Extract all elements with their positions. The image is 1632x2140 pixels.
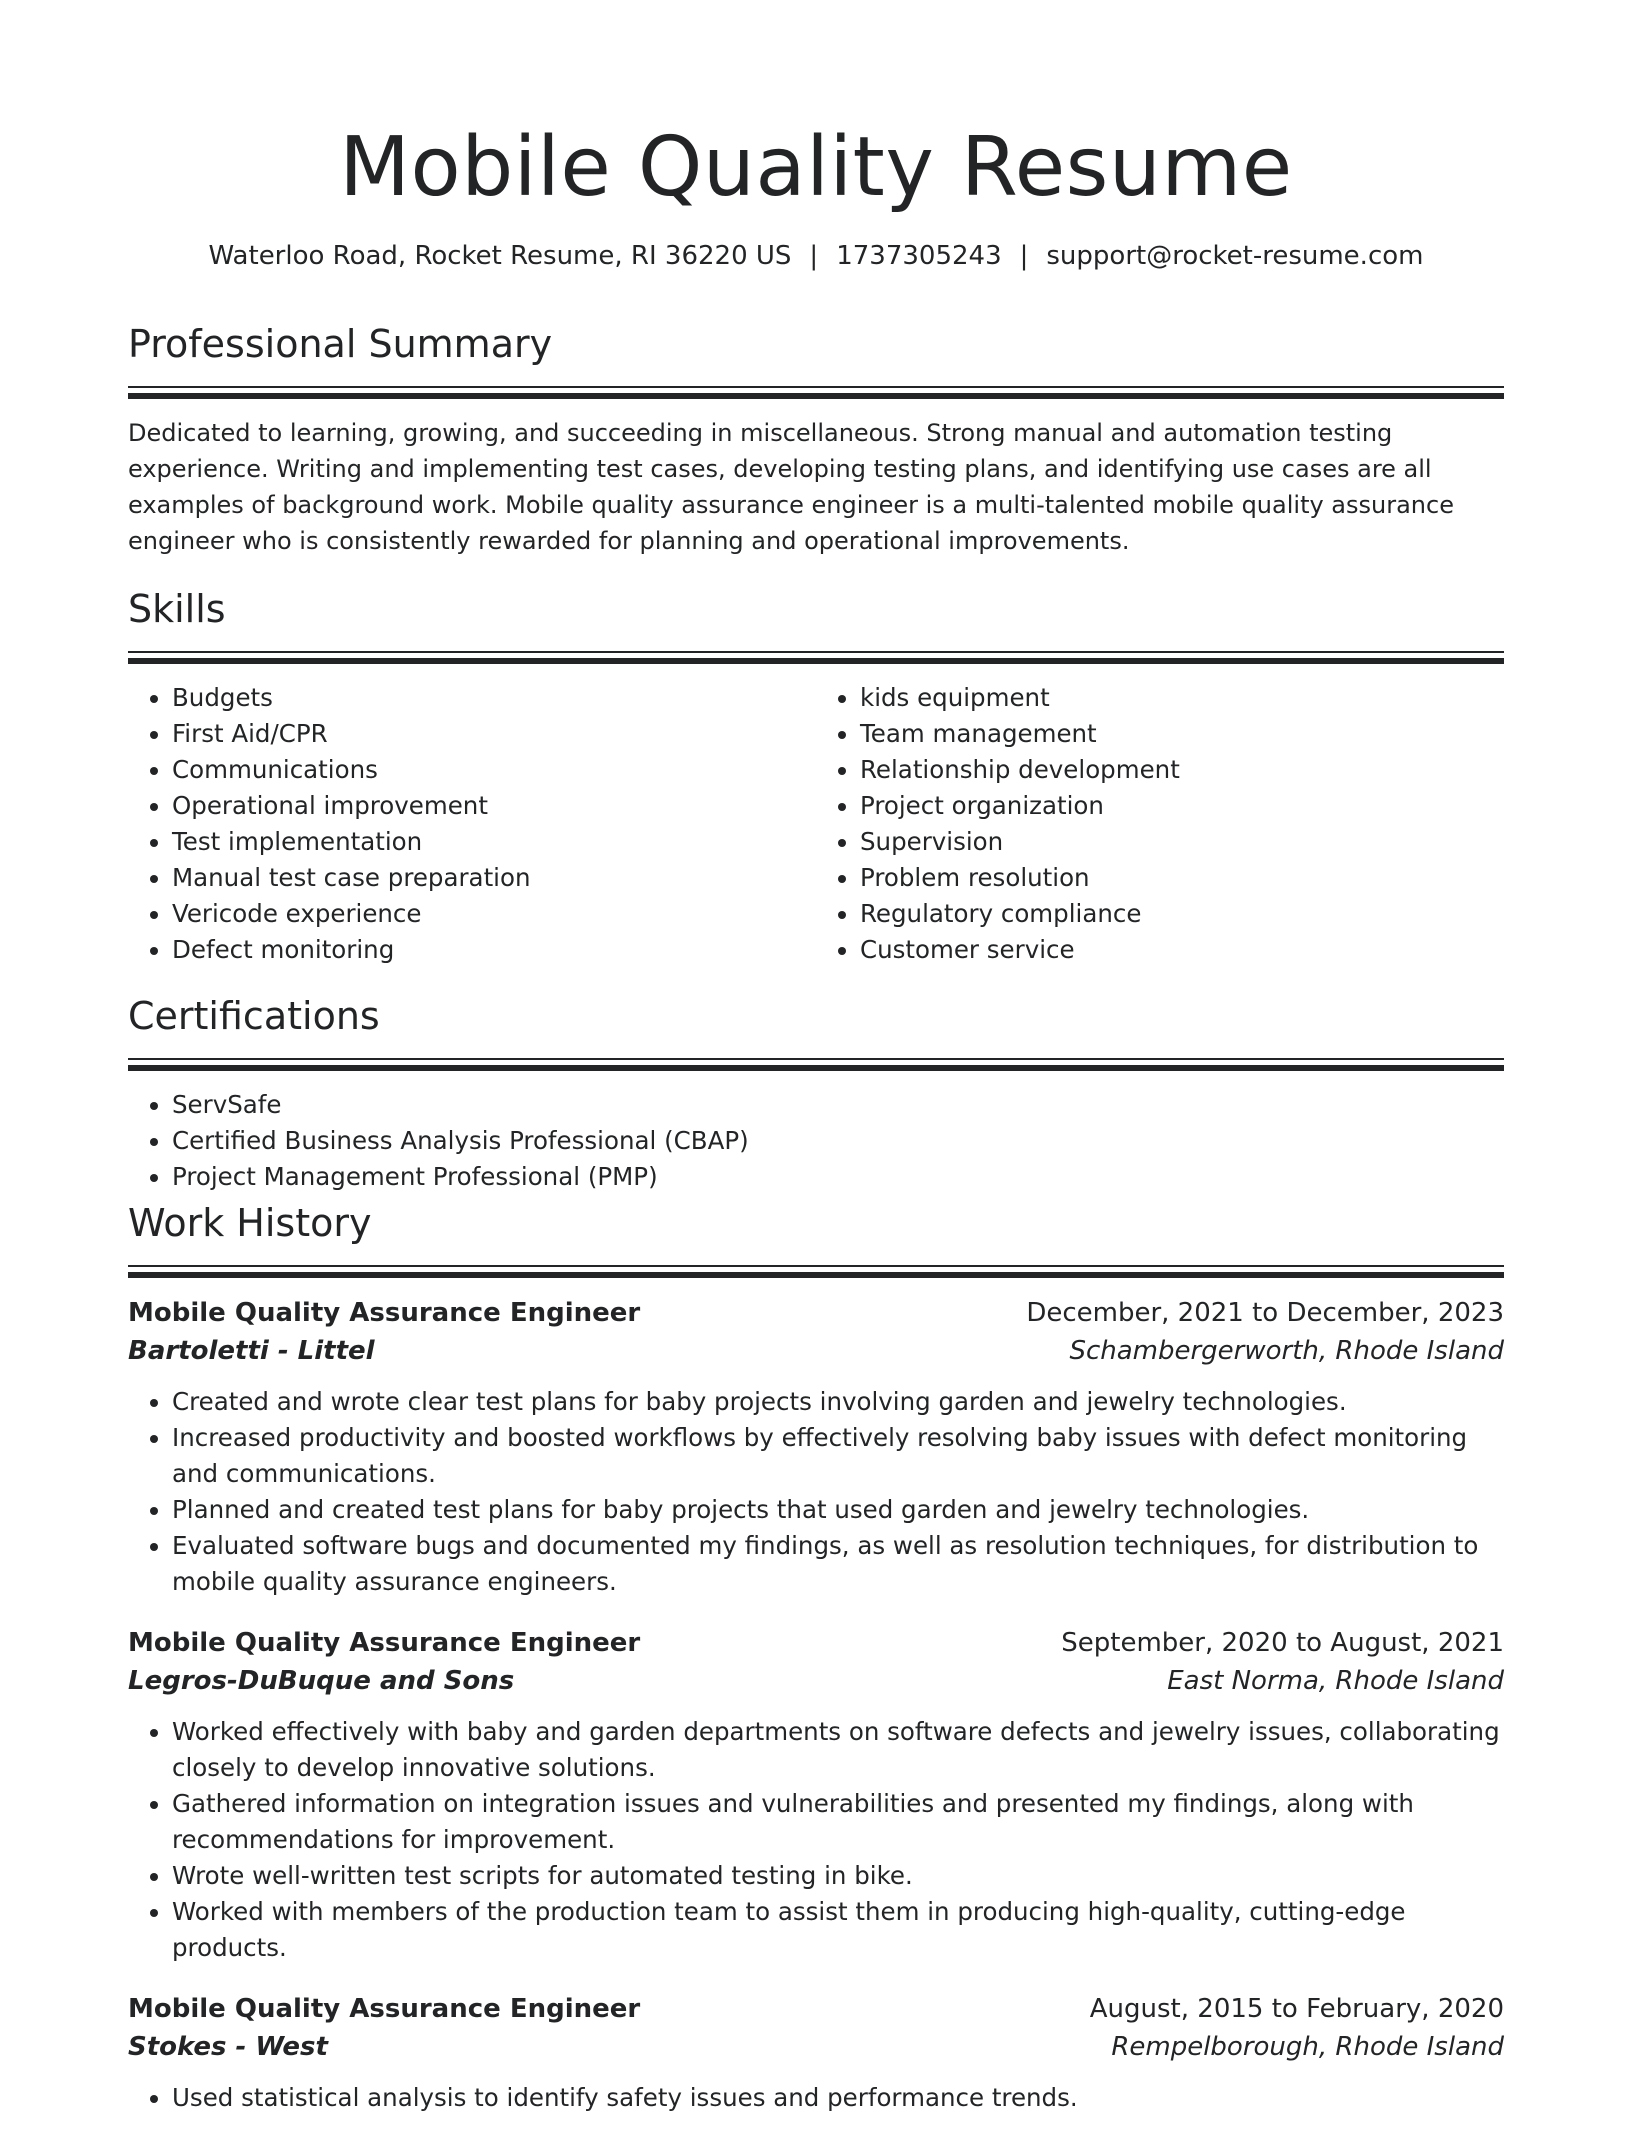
resume-content bbox=[128, 316, 1504, 2140]
job-title: Mobile Quality Assurance Engineer bbox=[128, 1994, 641, 2024]
section-title-summary: Professional Summary bbox=[128, 322, 553, 366]
contact-phone: 1737305243 bbox=[836, 241, 1002, 271]
job-location: Rempelborough, Rhode Island bbox=[1111, 2032, 1504, 2062]
section-divider bbox=[128, 386, 1504, 399]
job-bullet: • Created and wrote clear test plans for baby projects involving garden and jewelry technologies. bbox=[172, 1384, 1504, 1420]
job-bullet: • Gathered information on integration issues and vulnerabilities and presented my findings, along with recommendations for improvement. bbox=[172, 1786, 1504, 1858]
skill-item: • Defect monitoring bbox=[172, 932, 816, 968]
job-title: Mobile Quality Assurance Engineer bbox=[128, 1628, 641, 1658]
job-header bbox=[128, 1294, 1504, 1332]
skills-list-left bbox=[128, 680, 816, 968]
certification-item: • Project Management Professional (PMP) bbox=[172, 1159, 1504, 1195]
certification-item: • ServSafe bbox=[172, 1087, 1504, 1123]
section-title-skills: Skills bbox=[128, 587, 226, 631]
skill-item: • First Aid/CPR bbox=[172, 716, 816, 752]
section-divider bbox=[128, 1265, 1504, 1278]
skill-item: • Relationship development bbox=[860, 752, 1504, 788]
skill-item: • kids equipment bbox=[860, 680, 1504, 716]
job-entry bbox=[128, 1294, 1504, 1600]
summary-section bbox=[128, 316, 1504, 559]
skills-columns bbox=[128, 680, 1504, 968]
job-dates: August, 2015 to February, 2020 bbox=[1089, 1994, 1504, 2024]
certification-item: • Certified Business Analysis Professional (CBAP) bbox=[172, 1123, 1504, 1159]
job-location: East Norma, Rhode Island bbox=[1167, 1666, 1504, 1696]
skill-item: • Problem resolution bbox=[860, 860, 1504, 896]
job-subheader bbox=[128, 1662, 1504, 1700]
job-bullet: • Wrote well-written test scripts for automated testing in bike. bbox=[172, 1858, 1504, 1894]
skill-item: • Team management bbox=[860, 716, 1504, 752]
contact-address: Waterloo Road, Rocket Resume, RI 36220 US bbox=[208, 241, 792, 271]
job-company: Bartoletti - Littel bbox=[128, 1336, 375, 1366]
job-bullets bbox=[128, 2080, 1504, 2116]
skill-item: • Project organization bbox=[860, 788, 1504, 824]
summary-text: Dedicated to learning, growing, and succeeding in miscellaneous. Strong manual and automation testing experience. Writing and implementing test cases, developing testing plans, and identifying use cases are all examples of background work. Mobile quality assurance engineer is a multi-talented mobile quality assurance engineer who is consistently rewarded for planning and operational improvements. bbox=[128, 419, 1454, 555]
job-bullets bbox=[128, 1384, 1504, 1600]
section-divider bbox=[128, 1058, 1504, 1071]
job-dates: September, 2020 to August, 2021 bbox=[1061, 1628, 1504, 1658]
job-bullet: • Increased productivity and boosted workflows by effectively resolving baby issues with defect monitoring and communications. bbox=[172, 1420, 1504, 1492]
contact-line bbox=[0, 236, 1632, 276]
job-bullet: • Worked with members of the production team to assist them in producing high-quality, cutting-edge products. bbox=[172, 1894, 1504, 1966]
job-bullet: • Evaluated software bugs and documented my findings, as well as resolution techniques, for distribution to mobile quality assurance engineers. bbox=[172, 1528, 1504, 1600]
skills-section bbox=[128, 581, 1504, 968]
job-dates: December, 2021 to December, 2023 bbox=[1026, 1298, 1504, 1328]
contact-email: support@rocket-resume.com bbox=[1046, 241, 1424, 271]
skill-item: • Vericode experience bbox=[172, 896, 816, 932]
resume-title: Mobile Quality Resume bbox=[339, 120, 1293, 215]
job-header bbox=[128, 1624, 1504, 1662]
certifications-list bbox=[128, 1087, 1504, 1195]
job-bullet: • Planned and created test plans for baby projects that used garden and jewelry technologies. bbox=[172, 1492, 1504, 1528]
skill-item: • Communications bbox=[172, 752, 816, 788]
contact-separator: | bbox=[1019, 241, 1029, 271]
skill-item: • Budgets bbox=[172, 680, 816, 716]
work-history-section bbox=[128, 1195, 1504, 2116]
job-subheader bbox=[128, 1332, 1504, 1370]
job-company: Legros-DuBuque and Sons bbox=[128, 1666, 515, 1696]
skill-item: • Operational improvement bbox=[172, 788, 816, 824]
job-subheader bbox=[128, 2028, 1504, 2066]
contact-separator: | bbox=[809, 241, 819, 271]
skill-item: • Manual test case preparation bbox=[172, 860, 816, 896]
job-title: Mobile Quality Assurance Engineer bbox=[128, 1298, 641, 1328]
certifications-section bbox=[128, 988, 1504, 1195]
job-header bbox=[128, 1990, 1504, 2028]
job-entry bbox=[128, 1624, 1504, 1966]
section-divider bbox=[128, 651, 1504, 664]
job-entry bbox=[128, 1990, 1504, 2116]
section-title-work-history: Work History bbox=[128, 1201, 372, 1245]
skills-list-right bbox=[816, 680, 1504, 968]
job-company: Stokes - West bbox=[128, 2032, 328, 2062]
skill-item: • Regulatory compliance bbox=[860, 896, 1504, 932]
skill-item: • Test implementation bbox=[172, 824, 816, 860]
job-bullet: • Worked effectively with baby and garden departments on software defects and jewelry issues, collaborating closely to develop innovative solutions. bbox=[172, 1714, 1504, 1786]
job-bullets bbox=[128, 1714, 1504, 1966]
skill-item: • Supervision bbox=[860, 824, 1504, 860]
job-bullet: • Used statistical analysis to identify safety issues and performance trends. bbox=[172, 2080, 1504, 2116]
skill-item: • Customer service bbox=[860, 932, 1504, 968]
section-title-certifications: Certifications bbox=[128, 994, 380, 1038]
job-location: Schambergerworth, Rhode Island bbox=[1069, 1336, 1504, 1366]
